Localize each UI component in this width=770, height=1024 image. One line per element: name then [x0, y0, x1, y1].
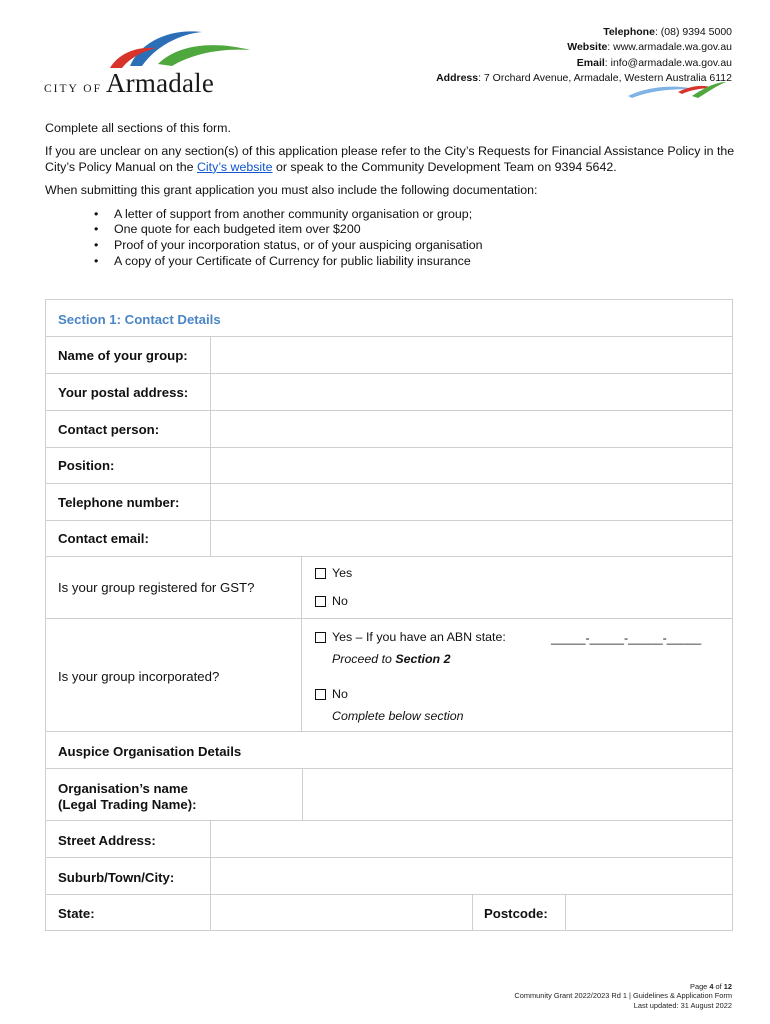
checkbox-icon	[315, 596, 326, 607]
suburb-label: Suburb/Town/City:	[58, 870, 175, 885]
group-name-field[interactable]	[211, 337, 732, 373]
last-updated: Last updated: 31 August 2022	[633, 1000, 732, 1010]
email-label: Contact email:	[58, 531, 149, 546]
contact-details-form	[45, 299, 733, 931]
intro-text	[45, 121, 745, 270]
suburb-field[interactable]	[211, 858, 732, 894]
contact-website: Website: www.armadale.wa.gov.au	[567, 41, 732, 54]
telephone-label: Telephone number:	[58, 495, 180, 510]
telephone-row	[46, 484, 732, 521]
city-logo	[44, 24, 244, 98]
gst-question: Is your group registered for GST?	[58, 580, 255, 595]
street-field[interactable]	[211, 821, 732, 857]
incorporated-no-checkbox[interactable]: No	[315, 687, 348, 701]
auspice-header-row	[46, 732, 732, 769]
incorporated-row	[46, 619, 732, 732]
state-row	[46, 895, 732, 930]
logo-city-of: CITY OF	[44, 83, 102, 95]
postal-address-label: Your postal address:	[58, 385, 189, 400]
state-label: State:	[58, 906, 95, 921]
decorative-swoosh-icon	[628, 80, 726, 102]
checkbox-icon	[315, 632, 326, 643]
page-footer	[514, 982, 732, 1010]
intro-instruction: Complete all sections of this form.	[45, 121, 231, 135]
checkbox-icon	[315, 568, 326, 579]
auspice-title: Auspice Organisation Details	[58, 744, 242, 759]
gst-row	[46, 557, 732, 619]
yes-note: Proceed to Section 2	[332, 652, 451, 666]
contact-email: Email: info@armadale.wa.gov.au	[576, 56, 732, 69]
group-name-label: Name of your group:	[58, 348, 188, 363]
street-label: Street Address:	[58, 833, 156, 848]
contact-person-label: Contact person:	[58, 422, 160, 437]
section-title: Section 1: Contact Details	[58, 312, 221, 327]
documentation-list	[45, 207, 745, 270]
document-name: Community Grant 2022/2023 Rd 1 | Guidelines & Application Form	[514, 991, 732, 1001]
group-name-row	[46, 337, 732, 374]
city-website-link[interactable]: City’s website	[196, 159, 273, 174]
position-row	[46, 448, 732, 484]
checkbox-icon	[315, 689, 326, 700]
postal-address-field[interactable]	[211, 374, 732, 410]
org-name-row	[46, 769, 732, 821]
state-field[interactable]	[211, 895, 472, 930]
no-note: Complete below section	[332, 709, 464, 723]
incorporated-yes-checkbox[interactable]: Yes – If you have an ABN state:	[315, 630, 506, 644]
contact-telephone: Telephone: (08) 9394 5000	[603, 26, 732, 38]
logo-armadale: Armadale	[105, 68, 215, 98]
position-field[interactable]	[211, 448, 732, 483]
contact-person-row	[46, 411, 732, 448]
email-field[interactable]	[211, 521, 732, 556]
telephone-field[interactable]	[211, 484, 732, 520]
contact-person-field[interactable]	[211, 411, 732, 447]
postcode-field[interactable]	[566, 895, 732, 930]
page-number: Page 4 of 12	[690, 982, 732, 991]
street-row	[46, 821, 732, 858]
contact-block	[436, 25, 732, 86]
logo-swoosh-icon	[100, 24, 250, 68]
gst-yes-checkbox[interactable]: Yes	[315, 566, 352, 580]
incorporated-question: Is your group incorporated?	[58, 669, 220, 684]
list-item: • A letter of support from another community organisation or group;	[94, 207, 745, 223]
org-name-field[interactable]	[303, 769, 732, 820]
suburb-row	[46, 858, 732, 895]
position-label: Position:	[58, 458, 115, 473]
abn-blank[interactable]: _____-_____-_____-_____	[551, 631, 702, 645]
org-name-label: Organisation’s name (Legal Trading Name):	[58, 781, 197, 812]
list-item: • Proof of your incorporation status, or of your auspicing organisation	[94, 238, 745, 254]
list-item: • One quote for each budgeted item over $200	[94, 222, 745, 238]
email-row	[46, 521, 732, 557]
list-item: • A copy of your Certificate of Currency for public liability insurance	[94, 254, 745, 270]
intro-policy-note: If you are unclear on any section(s) of this application please refer to the City’s Requests for Financial Assistance Policy in the City’s Policy Manual on the City’s website or speak to the Community Development Team on 9394 5642.	[45, 144, 735, 174]
section-header-row	[46, 300, 732, 337]
postal-address-row	[46, 374, 732, 411]
gst-no-checkbox[interactable]: No	[315, 594, 348, 608]
intro-documentation: When submitting this grant application you must also include the following documentation:	[45, 183, 538, 198]
contact-address: Address: 7 Orchard Avenue, Armadale, Western Australia 6112	[436, 71, 732, 84]
postcode-label: Postcode:	[484, 906, 548, 921]
